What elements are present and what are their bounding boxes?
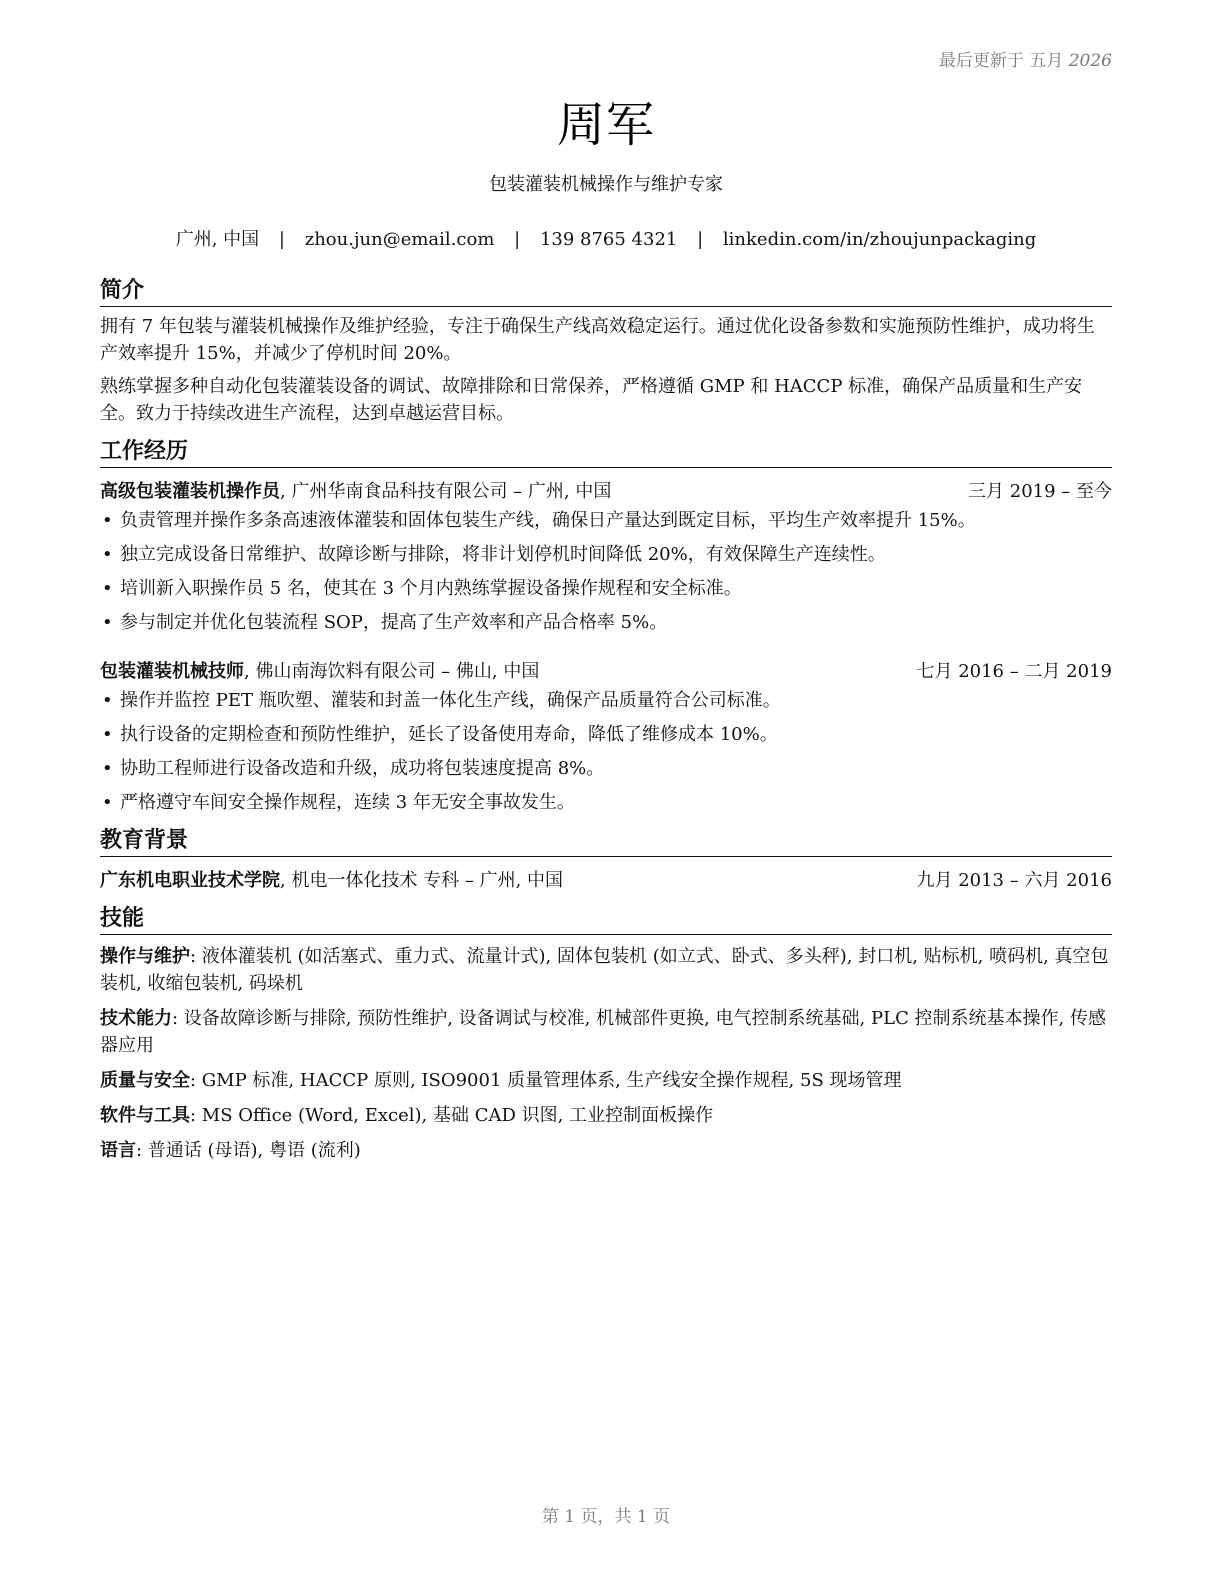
- summary-section: [100, 276, 1112, 427]
- bullet-icon: •: [102, 612, 113, 633]
- job-bullet-text: 培训新入职操作员 5 名，使其在 3 个月内熟练掌握设备操作规程和安全标准。: [120, 578, 742, 599]
- education-entry: [100, 867, 1112, 894]
- job-bullet-text: 执行设备的定期检查和预防性维护，延长了设备使用寿命，降低了维修成本 10%。: [120, 724, 778, 745]
- bullet-icon: •: [102, 544, 113, 565]
- resume-content: [100, 276, 1112, 1174]
- bullet-icon: •: [102, 578, 113, 599]
- education-detail: , 机电一体化技术 专科 – 广州, 中国: [280, 870, 564, 891]
- candidate-name: 周军: [556, 97, 655, 153]
- bullet-icon: •: [102, 792, 113, 813]
- summary-paragraph: 拥有 7 年包装与灌装机械操作及维护经验，专注于确保生产线高效稳定运行。通过优化设备参数和实施预防性维护，成功将生产效率提升 15%，并减少了停机时间 20%。: [100, 316, 1095, 364]
- job-role-org: [100, 658, 539, 685]
- last-updated: [939, 46, 1112, 71]
- contact-separator: |: [278, 229, 285, 250]
- skills-section: [100, 904, 1112, 1164]
- job-bullet: [100, 507, 1112, 534]
- job-org: , 广州华南食品科技有限公司 – 广州, 中国: [280, 481, 612, 502]
- job-bullets: [100, 507, 1112, 636]
- job-role: 包装灌装机械技师: [100, 661, 244, 682]
- job-dates: 三月 2019 – 至今: [968, 481, 1112, 502]
- job-bullet: [100, 575, 1112, 602]
- job-bullet-text: 负责管理并操作多条高速液体灌装和固体包装生产线，确保日产量达到既定目标，平均生产效率提升 15%。: [120, 510, 976, 531]
- section-title-summary: 简介: [100, 276, 1112, 307]
- job-bullet: [100, 541, 1112, 568]
- contact-line: [100, 225, 1112, 251]
- skill-row: [100, 1137, 1112, 1164]
- skill-row: [100, 1005, 1112, 1059]
- job-entry: [100, 478, 1112, 636]
- skill-value: : 普通话 (母语), 粤语 (流利): [136, 1140, 361, 1161]
- candidate-tagline: 包装灌装机械操作与维护专家: [489, 174, 723, 195]
- job-bullet-text: 协助工程师进行设备改造和升级，成功将包装速度提高 8%。: [120, 758, 605, 779]
- bullet-icon: •: [102, 690, 113, 711]
- education-school-detail: [100, 867, 563, 894]
- bullet-icon: •: [102, 758, 113, 779]
- job-org: , 佛山南海饮料有限公司 – 佛山, 中国: [244, 661, 540, 682]
- page-footer: 第 1 页，共 1 页: [541, 1507, 671, 1527]
- section-title-skills: 技能: [100, 904, 1112, 935]
- skill-value: : 液体灌装机 (如活塞式、重力式、流量计式), 固体包装机 (如立式、卧式、多头秤), 封口机, 贴标机, 喷码机, 真空包装机, 收缩包装机, 码垛机: [100, 946, 1109, 994]
- job-bullet: [100, 687, 1112, 714]
- education-dates: 九月 2013 – 六月 2016: [916, 870, 1112, 891]
- skill-value: : MS Office (Word, Excel), 基础 CAD 识图, 工业控制面板操作: [190, 1105, 714, 1126]
- skill-value: : GMP 标准, HACCP 原则, ISO9001 质量管理体系, 生产线安全操作规程, 5S 现场管理: [190, 1070, 902, 1091]
- skill-row: [100, 943, 1112, 997]
- job-bullet: [100, 609, 1112, 636]
- skill-key: 语言: [100, 1140, 136, 1161]
- job-bullet-text: 操作并监控 PET 瓶吹塑、灌装和封盖一体化生产线，确保产品质量符合公司标准。: [120, 690, 781, 711]
- skill-key: 质量与安全: [100, 1070, 190, 1091]
- skill-key: 操作与维护: [100, 946, 190, 967]
- education-school: 广东机电职业技术学院: [100, 870, 280, 891]
- job-role: 高级包装灌装机操作员: [100, 481, 280, 502]
- skill-value: : 设备故障诊断与排除, 预防性维护, 设备调试与校准, 机械部件更换, 电气控制系统基础, PLC 控制系统基本操作, 传感器应用: [100, 1008, 1106, 1056]
- experience-section: [100, 437, 1112, 816]
- job-header: [100, 658, 1112, 685]
- job-bullet: [100, 755, 1112, 782]
- contact-email[interactable]: zhou.jun@email.com: [304, 229, 495, 250]
- bullet-icon: •: [102, 724, 113, 745]
- contact-separator: |: [697, 229, 704, 250]
- contact-linkedin[interactable]: linkedin.com/in/zhoujunpackaging: [722, 229, 1037, 250]
- last-updated-prefix: 最后更新于 五月: [938, 51, 1064, 71]
- section-title-experience: 工作经历: [100, 437, 1112, 468]
- job-entry: [100, 658, 1112, 816]
- job-bullet-text: 参与制定并优化包装流程 SOP，提高了生产效率和产品合格率 5%。: [120, 612, 668, 633]
- bullet-icon: •: [102, 510, 113, 531]
- job-bullets: [100, 687, 1112, 816]
- contact-separator: |: [514, 229, 521, 250]
- skill-key: 技术能力: [100, 1008, 172, 1029]
- skill-row: [100, 1102, 1112, 1129]
- job-bullet-text: 独立完成设备日常维护、故障诊断与排除，将非计划停机时间降低 20%，有效保障生产连续性。: [120, 544, 886, 565]
- job-bullet: [100, 721, 1112, 748]
- job-role-org: [100, 478, 611, 505]
- contact-phone[interactable]: 139 8765 4321: [539, 229, 678, 250]
- job-bullet: [100, 789, 1112, 816]
- contact-location: 广州, 中国: [175, 229, 260, 250]
- job-header: [100, 478, 1112, 505]
- last-updated-year: 2026: [1068, 51, 1112, 71]
- skill-key: 软件与工具: [100, 1105, 190, 1126]
- section-title-education: 教育背景: [100, 826, 1112, 857]
- job-dates: 七月 2016 – 二月 2019: [916, 661, 1112, 682]
- summary-paragraph: 熟练掌握多种自动化包装灌装设备的调试、故障排除和日常保养，严格遵循 GMP 和 HACCP 标准，确保产品质量和生产安全。致力于持续改进生产流程，达到卓越运营目标。: [100, 376, 1083, 424]
- job-bullet-text: 严格遵守车间安全操作规程，连续 3 年无安全事故发生。: [120, 792, 575, 813]
- resume-page: [100, 0, 1112, 1584]
- education-section: [100, 826, 1112, 894]
- skill-row: [100, 1067, 1112, 1094]
